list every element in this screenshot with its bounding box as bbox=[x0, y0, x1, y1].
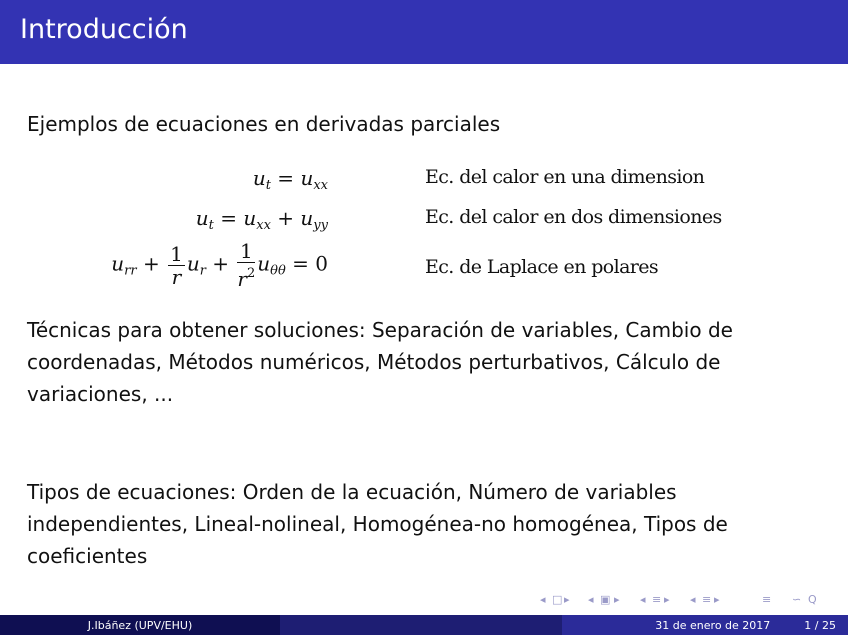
frame-prev-icon[interactable]: ◂ bbox=[540, 593, 546, 606]
search-icon[interactable]: ∽ bbox=[792, 593, 802, 606]
frame-icon[interactable]: □ bbox=[552, 593, 563, 606]
section-icon[interactable]: ≡ bbox=[652, 593, 662, 606]
title-bar bbox=[0, 0, 848, 64]
subsection-prev-icon[interactable]: ◂ bbox=[588, 593, 594, 606]
subsection-icon[interactable]: ▣ bbox=[600, 593, 611, 606]
equation-block bbox=[0, 162, 848, 292]
footer-date-section bbox=[562, 615, 848, 635]
techniques-paragraph: Técnicas para obtener soluciones: Separación de variables, Cambio de coordenadas, Métodos numéricos, Métodos perturbativos, Cálculo de variaciones, ... bbox=[27, 318, 733, 406]
footer-date: 31 de enero de 2017 bbox=[655, 618, 771, 632]
equation-laplace-polar: $u_{rr}$ + $\frac{1}{r}$ $u_r$ + $\frac{1}{r^2}$ $u_{\theta\theta} = 0$ bbox=[111, 239, 328, 291]
equation-description: Ec. de Laplace en polares bbox=[425, 256, 659, 278]
equation-heat-1d: $u_t = u_{xx}$ bbox=[252, 166, 328, 193]
footer-bar bbox=[0, 615, 848, 635]
beamer-navigation bbox=[538, 593, 838, 609]
zoom-icon[interactable]: Q bbox=[808, 593, 817, 606]
slide-prev-icon[interactable]: ◂ bbox=[690, 593, 696, 606]
equation-description: Ec. del calor en una dimension bbox=[425, 166, 705, 188]
section-prev-icon[interactable]: ◂ bbox=[640, 593, 646, 606]
footer-page-number: 1 / 25 bbox=[804, 618, 836, 632]
slide-icon[interactable]: ≡ bbox=[702, 593, 712, 606]
section-next-icon[interactable]: ▸ bbox=[664, 593, 670, 606]
outline-icon[interactable]: ≡ bbox=[762, 593, 772, 606]
types-paragraph: Tipos de ecuaciones: Orden de la ecuación, Número de variables independientes, Lineal-nolineal, Homogénea-no homogénea, Tipos de coeficientes bbox=[27, 480, 728, 568]
equation-description: Ec. del calor en dos dimensiones bbox=[425, 206, 722, 228]
frame-next-icon[interactable]: ▸ bbox=[564, 593, 570, 606]
page-title: Introducción bbox=[20, 14, 188, 45]
slide-next-icon[interactable]: ▸ bbox=[714, 593, 720, 606]
subsection-next-icon[interactable]: ▸ bbox=[614, 593, 620, 606]
footer-author: J.Ibáñez (UPV/EHU) bbox=[0, 615, 280, 635]
footer-title-section bbox=[280, 615, 562, 635]
equation-heat-2d: $u_t = u_{xx} + u_{yy}$ bbox=[195, 206, 328, 233]
intro-text: Ejemplos de ecuaciones en derivadas parciales bbox=[27, 112, 501, 136]
